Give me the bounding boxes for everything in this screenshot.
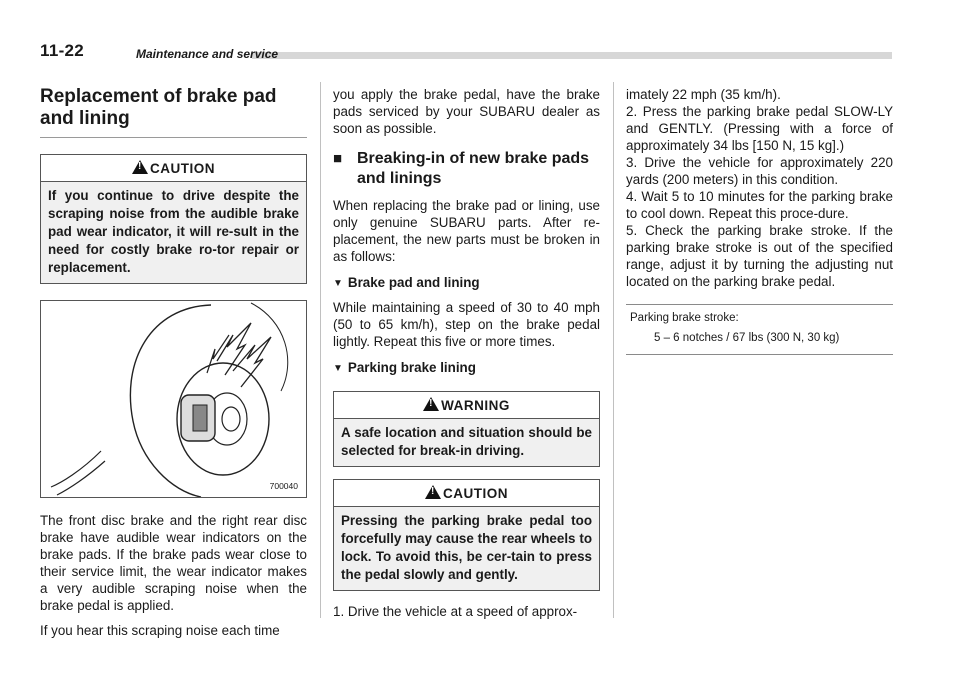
warning-label: WARNING — [441, 397, 510, 413]
brake-disc-drawing-icon — [41, 301, 306, 497]
brake-illustration — [40, 300, 307, 498]
column-divider — [613, 82, 614, 618]
warning-header — [334, 392, 599, 419]
spec-value: 5 – 6 notches / 67 lbs (300 N, 30 kg) — [654, 332, 840, 344]
caution-text: Pressing the parking brake pedal too forcefully may cause the rear wheels to lock. To avoid this, be cer-tain to press the pedal slowly and gently. — [341, 513, 592, 582]
step-2: 2. Press the parking brake pedal SLOW-LY and GENTLY. (Pressing with a force of approximately 34 lbs [150 N, 15 kg].) — [626, 104, 893, 153]
sub-heading-text: Brake pad and lining — [347, 275, 480, 290]
step-4: 4. Wait 5 to 10 minutes for the parking brake to cool down. Repeat this proce-dure. — [626, 189, 893, 221]
page-number: 11-22 — [40, 41, 85, 60]
paragraph: you apply the brake pedal, have the brake pads serviced by your SUBARU dealer as soon as possible. — [333, 87, 600, 136]
warning-triangle-icon — [423, 397, 439, 411]
section-heading: Replacement of brake pad and lining — [40, 86, 277, 129]
paragraph: While maintaining a speed of 30 to 40 mph (50 to 65 km/h), step on the brake pedal lightly. Repeat this five or more times. — [333, 300, 600, 349]
paragraph: When replacing the brake pad or lining, use only genuine SUBARU parts. After re-placement, the new parts must be broken in as follows: — [333, 198, 600, 264]
step-1: 1. Drive the vehicle at a speed of approx- — [333, 604, 578, 619]
caution-box — [333, 479, 600, 591]
caution-label: CAUTION — [443, 485, 508, 501]
column-1 — [40, 86, 307, 639]
warning-box — [333, 391, 600, 467]
heading-rule — [40, 137, 307, 138]
page-header — [40, 41, 892, 64]
sub-heading-text: Parking brake lining — [347, 360, 476, 375]
warning-triangle-icon — [425, 485, 441, 499]
caution-text: If you continue to drive despite the scraping noise from the audible brake pad wear indicator, it will re-sult in the need for costly brake ro-tor repair or replacement. — [48, 188, 299, 275]
square-bullet-icon: ■ — [333, 150, 343, 167]
paragraph: If you hear this scraping noise each time — [40, 623, 280, 638]
caution-box — [40, 154, 307, 284]
header-bar — [252, 52, 892, 59]
warning-triangle-icon — [132, 160, 148, 174]
step-1-continued: imately 22 mph (35 km/h). — [626, 87, 781, 102]
sub-heading — [333, 274, 600, 292]
step-3: 3. Drive the vehicle for approximately 220 yards (200 meters) in this condition. — [626, 155, 893, 187]
caution-header — [41, 155, 306, 182]
step-5: 5. Check the parking brake stroke. If the parking brake stroke is out of the specified range, adjust it by turning the adjusting nut located on the parking brake pedal. — [626, 223, 893, 289]
paragraph: The front disc brake and the right rear disc brake have audible wear indicators on the brake pads. If the brake pads wear close to their service limit, the wear indicator makes a very audible scraping noise when the brake pedal is applied. — [40, 513, 307, 613]
warning-text: A safe location and situation should be selected for break-in driving. — [341, 425, 592, 458]
triangle-bullet-icon: ▼ — [333, 278, 343, 289]
caution-label: CAUTION — [150, 160, 215, 176]
sub-heading — [333, 359, 600, 377]
subsection-heading-text: Breaking-in of new brake pads and linings — [357, 150, 590, 187]
column-divider — [320, 82, 321, 618]
column-3 — [626, 86, 893, 355]
spec-label: Parking brake stroke: — [630, 312, 739, 324]
figure-code: 700040 — [269, 481, 298, 491]
caution-header — [334, 480, 599, 507]
section-title: Maintenance and service — [136, 47, 279, 61]
spec-box — [626, 304, 893, 355]
column-2 — [333, 86, 600, 620]
subsection-heading — [333, 149, 600, 189]
triangle-bullet-icon: ▼ — [333, 363, 343, 374]
